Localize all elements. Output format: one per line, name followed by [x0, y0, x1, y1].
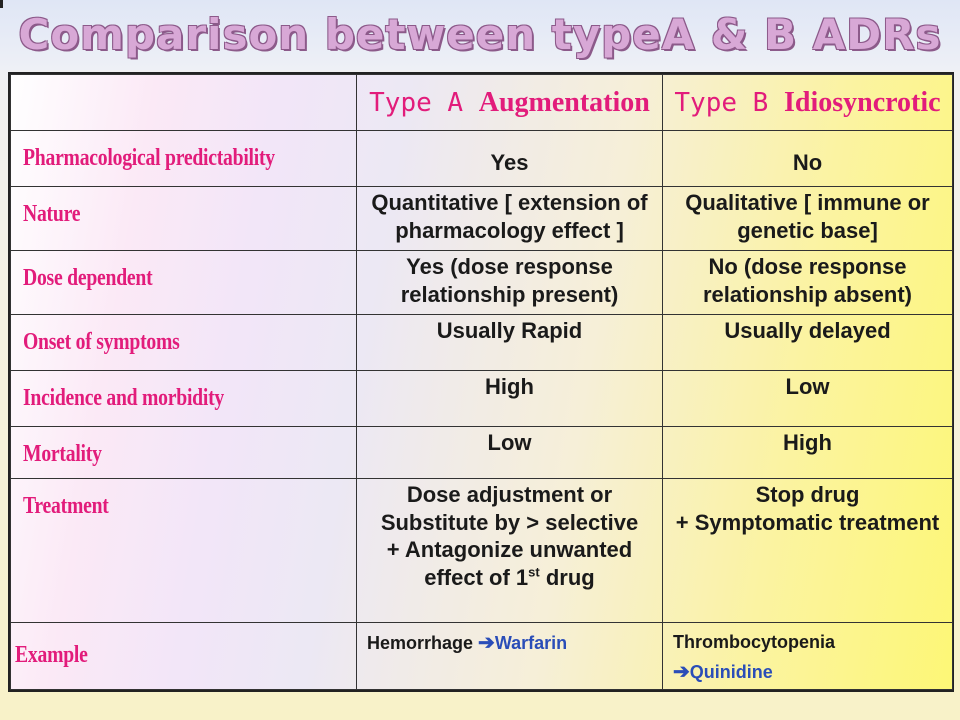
- table-row: [11, 371, 953, 427]
- arrow-right-icon: ➔: [478, 632, 495, 654]
- type-b-cell: High: [663, 427, 953, 479]
- row-label: Incidence and morbidity: [11, 371, 357, 427]
- type-a-cell: [357, 623, 663, 690]
- type-b-cell: Stop drug + Symptomatic treatment: [663, 479, 953, 623]
- type-a-cell: Usually Rapid: [357, 315, 663, 371]
- table-row-example: [11, 623, 953, 690]
- treatment-a-line: effect of 1st drug: [424, 564, 595, 590]
- empty-corner-cell: [11, 75, 357, 131]
- table-header-row: [11, 75, 953, 131]
- type-a-cell: [357, 479, 663, 623]
- example-a-drug: Warfarin: [494, 633, 568, 653]
- treatment-a-line: Dose adjustment or: [406, 482, 613, 507]
- col-header-type-b: [663, 75, 953, 131]
- type-a-cell: High: [357, 371, 663, 427]
- row-label: Treatment: [11, 479, 357, 623]
- type-b-cell: No: [663, 131, 953, 187]
- row-label: Mortality: [11, 427, 357, 479]
- example-b-drug: Quinidine: [689, 661, 773, 682]
- type-b-cell: [663, 623, 953, 690]
- table-row: [11, 131, 953, 187]
- type-a-cell: Low: [357, 427, 663, 479]
- treatment-a-line: Substitute by > selective: [380, 509, 639, 535]
- type-b-cell: Usually delayed: [663, 315, 953, 371]
- row-label: Pharmacological predictability: [11, 131, 357, 187]
- type-a-cell: Quantitative [ extension of pharmacology effect ]: [357, 187, 663, 251]
- type-a-cell: Yes: [357, 131, 663, 187]
- col-header-type-a: [357, 75, 663, 131]
- table-row: [11, 479, 953, 623]
- table-row: [11, 251, 953, 315]
- table-row: [11, 187, 953, 251]
- example-b-effect: Thrombocytopenia: [673, 632, 836, 652]
- comparison-table: [8, 72, 954, 692]
- row-label: Nature: [11, 187, 357, 251]
- col-header-type-b-suffix: Idiosyncrotic: [783, 87, 941, 118]
- type-b-cell: Qualitative [ immune or genetic base]: [663, 187, 953, 251]
- col-header-type-a-suffix: Augmentation: [478, 87, 650, 118]
- table-row: [11, 315, 953, 371]
- col-header-type-a-prefix: Type A: [369, 88, 464, 118]
- type-b-cell: No (dose response relationship absent): [663, 251, 953, 315]
- row-label: Example: [11, 623, 357, 690]
- treatment-a-line: + Antagonize unwanted: [386, 537, 633, 562]
- corner-mark: [0, 0, 3, 8]
- col-header-type-b-prefix: Type B: [674, 88, 769, 118]
- arrow-right-icon: ➔: [673, 660, 690, 683]
- slide-title: Comparison between typeA & B ADRs: [18, 10, 942, 59]
- table-row: [11, 427, 953, 479]
- row-label: Dose dependent: [11, 251, 357, 315]
- type-a-cell: Yes (dose response relationship present): [357, 251, 663, 315]
- example-a-effect: Hemorrhage: [367, 633, 479, 653]
- row-label: Onset of symptoms: [11, 315, 357, 371]
- type-b-cell: Low: [663, 371, 953, 427]
